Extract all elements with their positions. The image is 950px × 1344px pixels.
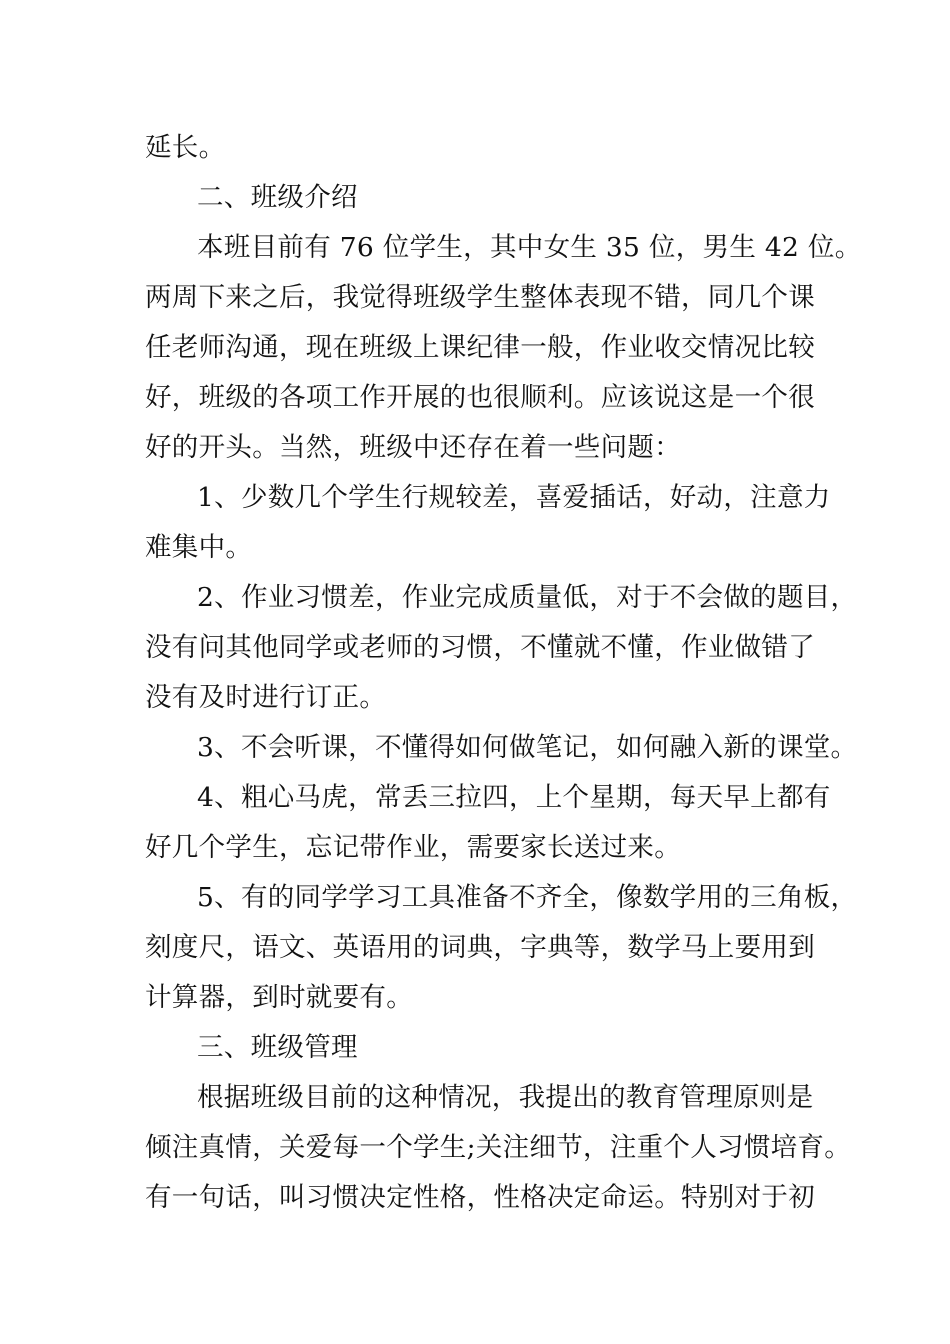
text-line: 难集中。 xyxy=(145,532,253,563)
text-line: 好的开头。当然，班级中还存在着一些问题： xyxy=(145,432,681,463)
text-line: 好，班级的各项工作开展的也很顺利。应该说这是一个很 xyxy=(145,382,815,413)
section-heading: 三、班级管理 xyxy=(197,1032,358,1063)
text-line: 没有及时进行订正。 xyxy=(145,682,387,713)
text-line: 本班目前有 76 位学生，其中女生 35 位，男生 42 位。 xyxy=(197,232,862,263)
text-line: 没有问其他同学或老师的习惯，不懂就不懂，作业做错了 xyxy=(145,632,815,663)
text-line: 任老师沟通，现在班级上课纪律一般，作业收交情况比较 xyxy=(145,332,815,363)
list-item: 1、少数几个学生行规较差，喜爱插话，好动，注意力 xyxy=(197,482,831,513)
text-line: 倾注真情，关爱每一个学生;关注细节，注重个人习惯培育。 xyxy=(145,1132,852,1163)
list-item: 5、有的同学学习工具准备不齐全，像数学用的三角板， xyxy=(197,882,858,913)
text-line: 两周下来之后，我觉得班级学生整体表现不错，同几个课 xyxy=(145,282,815,313)
text-line: 好几个学生，忘记带作业，需要家长送过来。 xyxy=(145,832,681,863)
list-item: 3、不会听课，不懂得如何做笔记，如何融入新的课堂。 xyxy=(197,732,858,763)
text-line: 刻度尺，语文、英语用的词典，字典等，数学马上要用到 xyxy=(145,932,815,963)
text-line: 延长。 xyxy=(145,132,226,163)
text-line: 有一句话，叫习惯决定性格，性格决定命运。特别对于初 xyxy=(145,1182,815,1213)
list-item: 2、作业习惯差，作业完成质量低，对于不会做的题目， xyxy=(197,582,858,613)
section-heading: 二、班级介绍 xyxy=(197,182,358,213)
text-line: 根据班级目前的这种情况，我提出的教育管理原则是 xyxy=(197,1082,814,1113)
list-item: 4、粗心马虎，常丢三拉四，上个星期，每天早上都有 xyxy=(197,782,831,813)
text-line: 计算器，到时就要有。 xyxy=(145,982,413,1013)
